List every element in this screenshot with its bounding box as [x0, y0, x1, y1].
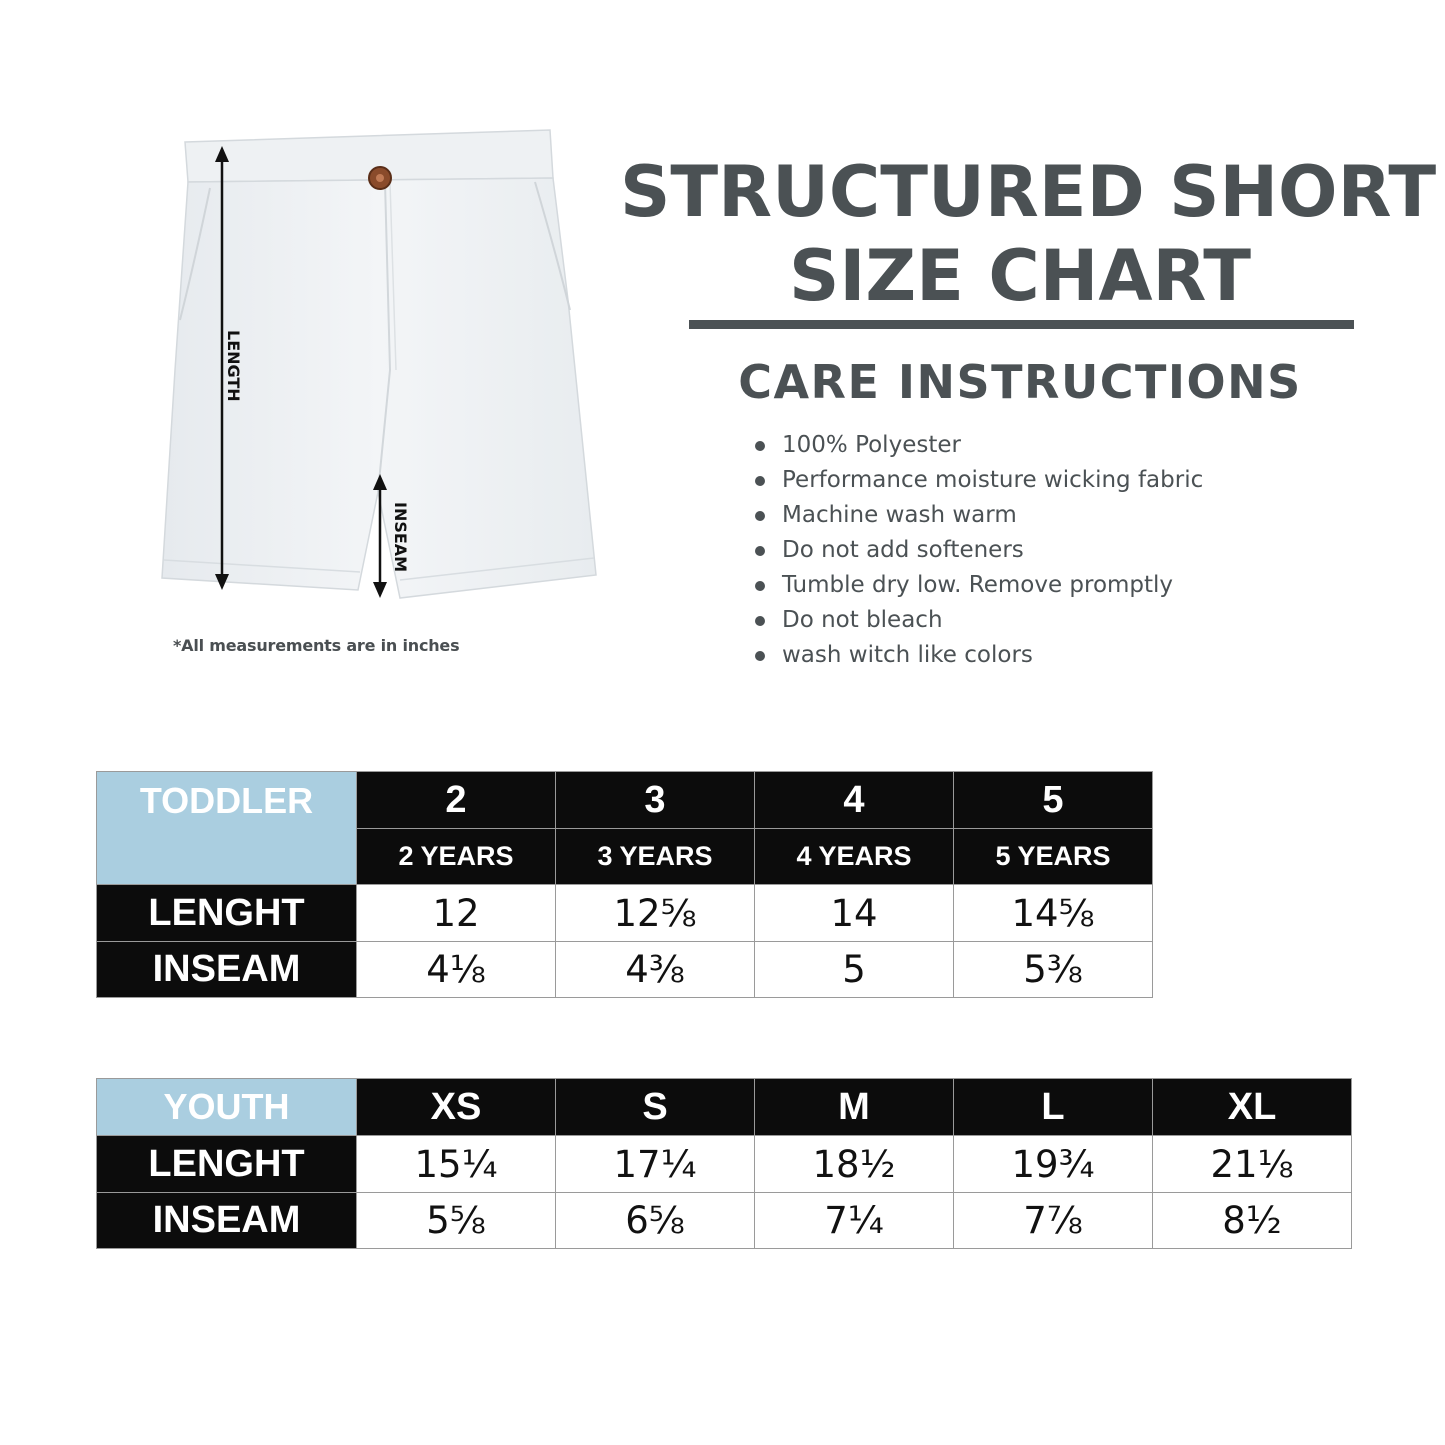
table-row: [97, 885, 1153, 942]
row-label-inseam: INSEAM: [97, 942, 357, 998]
youth-header: YOUTH: [97, 1079, 357, 1136]
bullet-icon: [755, 546, 765, 556]
table-cell: 4⅛: [357, 942, 556, 998]
table-cell: 21⅛: [1153, 1136, 1352, 1193]
bullet-icon: [755, 581, 765, 591]
care-list: [755, 428, 1203, 673]
size-header: XL: [1153, 1079, 1352, 1136]
care-item-text: Do not add softeners: [782, 537, 1024, 563]
care-item: [755, 603, 1203, 638]
age-header: 2 YEARS: [357, 829, 556, 885]
table-cell: 14⅝: [954, 885, 1153, 942]
size-header: XS: [357, 1079, 556, 1136]
youth-size-table: [96, 1078, 1352, 1249]
size-header: 2: [357, 772, 556, 829]
table-cell: 12: [357, 885, 556, 942]
care-item-text: Tumble dry low. Remove promptly: [782, 572, 1174, 598]
age-header: 3 YEARS: [556, 829, 755, 885]
table-cell: 6⅝: [556, 1193, 755, 1249]
measurement-note: *All measurements are in inches: [173, 636, 460, 655]
table-cell: 5⅝: [357, 1193, 556, 1249]
care-item: [755, 498, 1203, 533]
table-cell: 8½: [1153, 1193, 1352, 1249]
table-cell: 15¼: [357, 1136, 556, 1193]
page-title-line1: STRUCTURED SHORT: [620, 151, 1437, 233]
page-title-line2: SIZE CHART: [788, 235, 1252, 317]
care-item-text: wash witch like colors: [782, 642, 1033, 668]
table-cell: 5⅜: [954, 942, 1153, 998]
age-header: 5 YEARS: [954, 829, 1153, 885]
care-item: [755, 428, 1203, 463]
care-item: [755, 533, 1203, 568]
table-row: [97, 1079, 1352, 1136]
care-item-text: Performance moisture wicking fabric: [782, 467, 1204, 493]
care-item-text: Machine wash warm: [782, 502, 1017, 528]
table-cell: 7⅞: [954, 1193, 1153, 1249]
bullet-icon: [755, 476, 765, 486]
age-header: 4 YEARS: [755, 829, 954, 885]
bullet-icon: [755, 511, 765, 521]
length-label: LENGTH: [224, 330, 243, 402]
shorts-illustration: [150, 120, 610, 610]
table-cell: 12⅝: [556, 885, 755, 942]
size-header: M: [755, 1079, 954, 1136]
button-icon: [369, 167, 391, 189]
row-label-length: LENGHT: [97, 1136, 357, 1193]
toddler-size-table: [96, 771, 1153, 998]
care-item: [755, 568, 1203, 603]
toddler-header: [97, 772, 357, 885]
title-divider: [689, 320, 1354, 329]
table-cell: 14: [755, 885, 954, 942]
bullet-icon: [755, 616, 765, 626]
bullet-icon: [755, 651, 765, 661]
care-item-text: 100% Polyester: [782, 432, 961, 458]
table-row: [97, 1136, 1352, 1193]
size-header: 4: [755, 772, 954, 829]
size-header: 3: [556, 772, 755, 829]
care-item: [755, 638, 1203, 673]
table-cell: 4⅜: [556, 942, 755, 998]
row-label-inseam: INSEAM: [97, 1193, 357, 1249]
table-row: [97, 942, 1153, 998]
inseam-label: INSEAM: [391, 502, 410, 573]
table-row: [97, 1193, 1352, 1249]
bullet-icon: [755, 441, 765, 451]
table-cell: 18½: [755, 1136, 954, 1193]
size-header: L: [954, 1079, 1153, 1136]
care-item-text: Do not bleach: [782, 607, 943, 633]
care-item: [755, 463, 1203, 498]
table-cell: 19¾: [954, 1136, 1153, 1193]
toddler-header-text: TODDLER: [139, 780, 314, 821]
size-header: S: [556, 1079, 755, 1136]
table-cell: 17¼: [556, 1136, 755, 1193]
row-label-length: LENGHT: [97, 885, 357, 942]
table-cell: 7¼: [755, 1193, 954, 1249]
size-header: 5: [954, 772, 1153, 829]
table-row: [97, 772, 1153, 829]
table-cell: 5: [755, 942, 954, 998]
care-heading: CARE INSTRUCTIONS: [738, 355, 1302, 409]
